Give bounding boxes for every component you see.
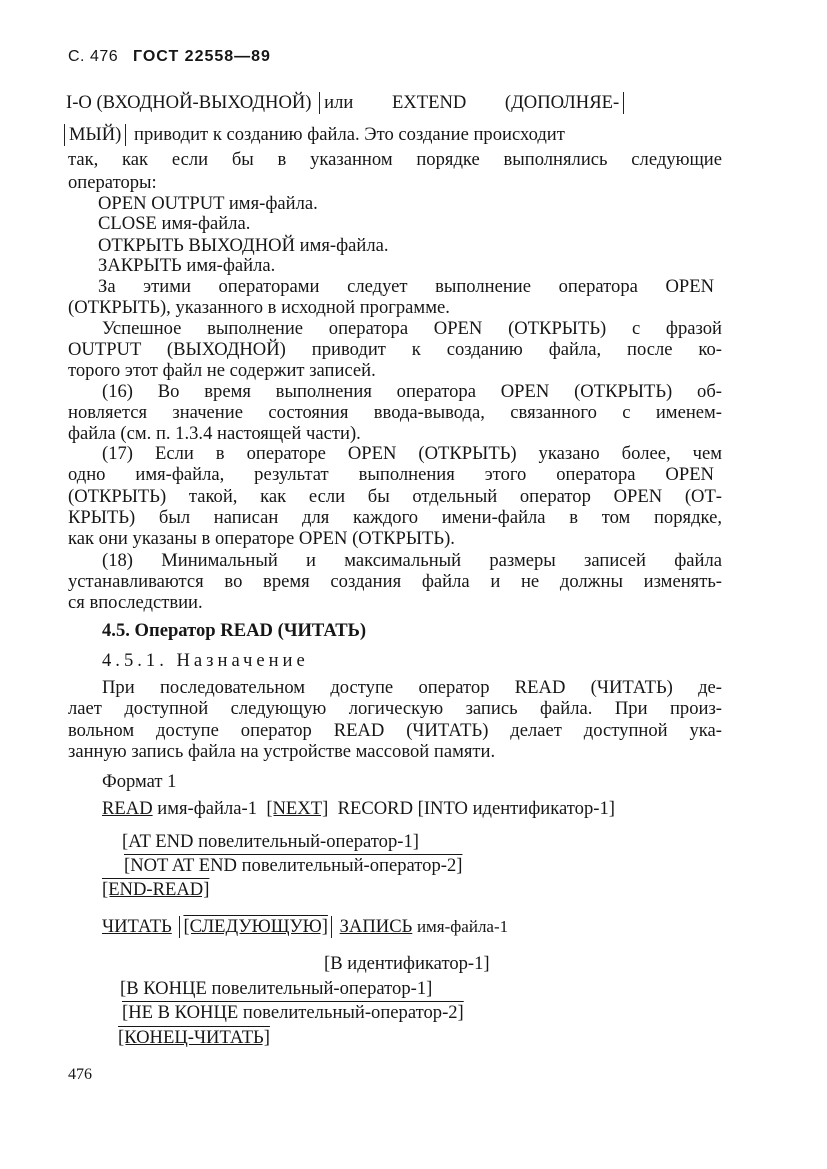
extend-box: или EXTEND (ДОПОЛНЯЕ- bbox=[319, 92, 624, 114]
op-zakryt: ЗАКРЫТЬ имя-файла. bbox=[98, 255, 276, 276]
p1-line-1 bbox=[66, 92, 720, 114]
kw-read: READ bbox=[102, 798, 153, 819]
myi-box: МЫЙ) bbox=[64, 124, 126, 146]
p3-line-2: OUTPUT (ВЫХОДНОЙ) приводит к созданию файла, после ко- bbox=[68, 339, 722, 360]
p7-line-4: занную запись файла на устройстве массовой памяти. bbox=[68, 741, 496, 762]
kw-zapis: ЗАПИСЬ bbox=[339, 916, 413, 937]
format-chitat-line bbox=[102, 916, 756, 938]
v-id-line bbox=[324, 953, 827, 975]
p6-line-2: устанавливаются во время создания файла и не должны изменять- bbox=[68, 571, 722, 592]
p5-line-1: (17) Если в операторе OPEN (ОТКРЫТЬ) указано более, чем bbox=[102, 443, 722, 464]
page-number: 476 bbox=[68, 1066, 92, 1083]
section-title: 4.5. Оператор READ (ЧИТАТЬ) bbox=[102, 620, 367, 641]
chitat-file: имя-файла-1 bbox=[416, 917, 509, 936]
p4-line-1: (16) Во время выполнения оператора OPEN (ОТКРЫТЬ) об- bbox=[102, 381, 722, 402]
at-end-clause: [AT END повелительный-оператор-1] bbox=[122, 831, 419, 852]
p2-line-1: За этими операторами следует выполнение оператора OPEN bbox=[98, 276, 714, 297]
p4-line-2: новляется значение состояния ввода-вывода, связанного с именем- bbox=[68, 402, 722, 423]
kw-chitat: ЧИТАТЬ bbox=[102, 916, 172, 937]
at-end-line bbox=[122, 831, 776, 853]
p5-line-2: одно имя-файла, результат выполнения этого оператора OPEN bbox=[68, 464, 714, 485]
konec-line bbox=[118, 1027, 772, 1049]
subsection-title: 4.5.1. Назначение bbox=[102, 650, 309, 671]
p1-line-4: операторы: bbox=[68, 172, 157, 193]
v-konce-line bbox=[120, 978, 774, 1000]
p6-line-3: ся впоследствии. bbox=[68, 592, 203, 613]
op-close: CLOSE имя-файла. bbox=[98, 213, 251, 234]
into-clause: [INTO идентификатор-1] bbox=[417, 798, 615, 819]
p7-line-3: вольном доступе оператор READ (ЧИТАТЬ) делает доступной ука- bbox=[68, 720, 722, 741]
p2-line-2: (ОТКРЫТЬ), указанного в исходной программе. bbox=[68, 297, 450, 318]
end-read-line bbox=[102, 879, 756, 901]
konec-clause: [КОНЕЦ-ЧИТАТЬ] bbox=[118, 1027, 270, 1048]
p5-line-3: (ОТКРЫТЬ) такой, как если бы отдельный оператор OPEN (ОТ- bbox=[68, 486, 722, 507]
kw-next: [NEXT] bbox=[266, 798, 329, 819]
end-read-clause: [END-READ] bbox=[102, 879, 210, 900]
header-standard: ГОСТ 22558—89 bbox=[132, 48, 271, 65]
format-read-line bbox=[102, 798, 726, 820]
ne-v-konce-line bbox=[122, 1002, 776, 1024]
p1-l2b: приводит к созданию файла. Это создание происходит bbox=[134, 124, 565, 145]
p3-line-3: торого этот файл не содержит записей. bbox=[68, 360, 376, 381]
op-otkryt: ОТКРЫТЬ ВЫХОДНОЙ имя-файла. bbox=[98, 235, 389, 256]
p6-line-1: (18) Минимальный и максимальный размеры записей файла bbox=[102, 550, 722, 571]
not-at-end-clause: [NOT AT END повелительный-оператор-2] bbox=[124, 855, 463, 876]
not-at-end-line bbox=[124, 855, 778, 877]
p1-line-3: так, как если бы в указанном порядке выполнялись следующие bbox=[68, 149, 722, 170]
next-ru-box bbox=[179, 916, 332, 938]
p1-l1a: I-O (ВХОДНОЙ-ВЫХОДНОЙ) bbox=[66, 92, 312, 113]
p5-line-4: КРЫТЬ) был написан для каждого имени-файла в том порядке, bbox=[68, 507, 722, 528]
p5-line-5: как они указаны в операторе OPEN (ОТКРЫТЬ). bbox=[68, 528, 455, 549]
op-open-output: OPEN OUTPUT имя-файла. bbox=[98, 193, 318, 214]
read-file: имя-файла-1 bbox=[157, 798, 258, 819]
v-konce-clause: [В КОНЦЕ повелительный-оператор-1] bbox=[120, 978, 433, 999]
p4-line-3: файла (см. п. 1.3.4 настоящей части). bbox=[68, 423, 361, 444]
ne-v-konce-clause: [НЕ В КОНЦЕ повелительный-оператор-2] bbox=[122, 1002, 464, 1023]
p3-line-1: Успешное выполнение оператора OPEN (ОТКРЫТЬ) с фразой bbox=[102, 318, 722, 339]
p1-line-2 bbox=[64, 124, 718, 146]
kw-next-ru: [СЛЕДУЮЩУЮ] bbox=[183, 916, 328, 937]
page-header bbox=[68, 46, 722, 68]
header-page: С. 476 bbox=[68, 48, 119, 65]
kw-record: RECORD bbox=[337, 798, 413, 819]
p7-line-1: При последовательном доступе оператор READ (ЧИТАТЬ) де- bbox=[102, 677, 722, 698]
p7-line-2: лает доступной следующую логическую запись файла. При произ- bbox=[68, 698, 722, 719]
format-label: Формат 1 bbox=[102, 771, 177, 792]
v-id-clause: [В идентификатор-1] bbox=[324, 953, 490, 974]
